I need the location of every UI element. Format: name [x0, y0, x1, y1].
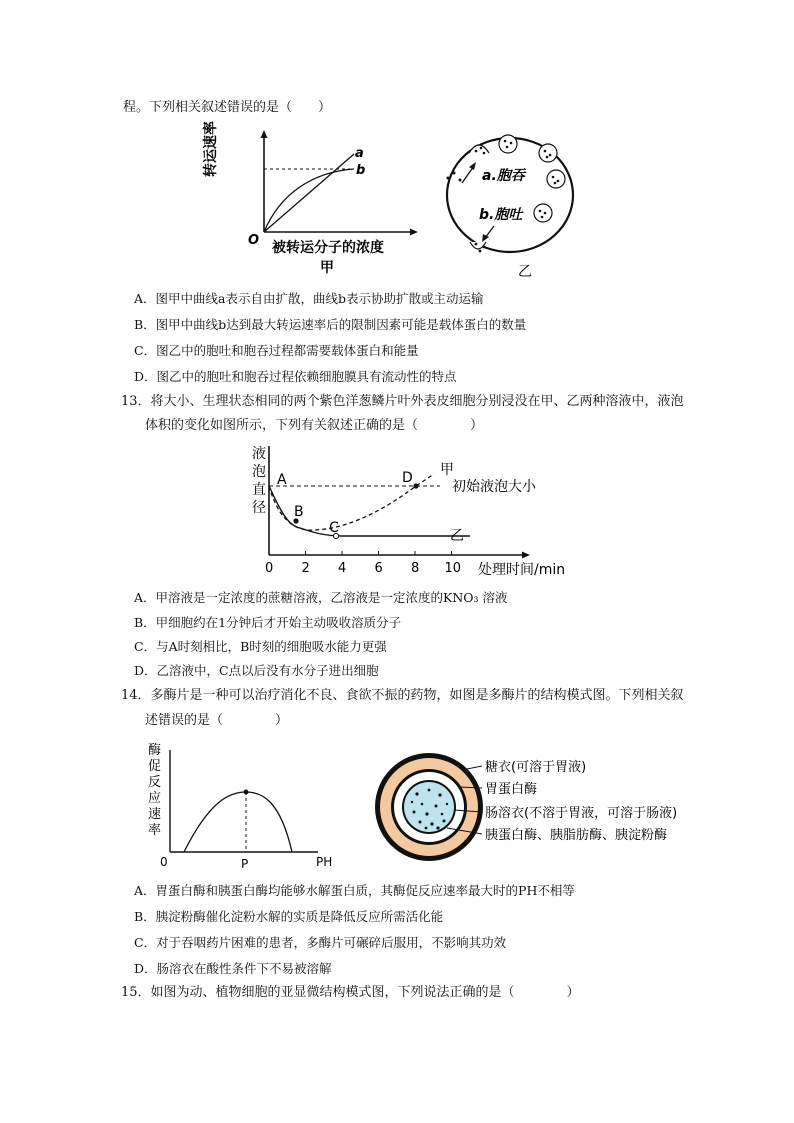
x-axis-label: 处理时间/min	[478, 562, 566, 578]
peak-label: P	[241, 857, 249, 871]
point-label-b: B	[294, 504, 304, 520]
curve-a	[264, 154, 354, 232]
label-pepsin: 胃蛋白酶	[485, 782, 538, 797]
label-sugar-coat: 糖衣(可溶于胃液)	[485, 760, 587, 775]
q13-option-b: B．甲细胞约在1分钟后才开始主动吸收溶质分子	[134, 615, 402, 630]
y-label-char: 泡	[252, 464, 266, 480]
q12-figure-yi	[436, 130, 586, 280]
q15-stem: 15．如图为动、植物细胞的亚显微结构模式图，下列说法正确的是（ ）	[121, 985, 580, 1000]
origin-label: O	[248, 233, 260, 248]
series-label-jia: 甲	[440, 462, 454, 478]
curve-b-label: b	[356, 163, 366, 178]
y-axis-arrow	[261, 130, 268, 138]
q12-option-a: A．图甲中曲线a表示自由扩散，曲线b表示协助扩散或主动运输	[134, 291, 484, 306]
y-label-char: 液	[252, 446, 266, 462]
y-label-char: 反	[148, 775, 162, 790]
series-label-yi: 乙	[450, 528, 464, 544]
q13-stem-line2: 体积的变化如图所示，下列有关叙述正确的是（ ）	[145, 418, 484, 433]
y-label-char: 直	[252, 482, 266, 498]
point-label-c: C	[329, 520, 339, 536]
point-label-d: D	[402, 470, 413, 486]
q14-tablet-diagram	[372, 750, 732, 880]
point-label-a: A	[277, 472, 287, 488]
label-enteric-coat: 肠溶衣(不溶于胃液，可溶于肠液)	[485, 806, 678, 821]
x-axis-arrow	[410, 229, 418, 236]
q14-option-c: C．对于吞咽药片困难的患者，多酶片可碾碎后服用，不影响其功效	[134, 935, 507, 950]
q13-option-d: D．乙溶液中，C点以后没有水分子进出细胞	[134, 663, 379, 678]
y-label-char: 率	[148, 823, 162, 838]
q14-option-a: A．胃蛋白酶和胰蛋白酶均能够水解蛋白质，其酶促反应速率最大时的PH不相等	[134, 883, 575, 898]
x-axis-label: 被转运分子的浓度	[272, 240, 384, 256]
x-tick-label: 4	[338, 561, 347, 576]
x-axis-label: PH	[316, 855, 333, 869]
q13-option-c: C．与A时刻相比，B时刻的细胞吸水能力更强	[134, 639, 387, 654]
rate-curve	[184, 792, 292, 852]
x-tick-label: 0	[265, 561, 274, 576]
q12-option-d: D．图乙中的胞吐和胞吞过程依赖细胞膜具有流动性的特点	[134, 369, 457, 384]
q14-stem-line1: 14．多酶片是一种可以治疗消化不良、食欲不振的药物，如图是多酶片的结构模式图。下列相关叙	[121, 688, 684, 703]
q12-option-b: B．图甲中曲线b达到最大转运速率后的限制因素可能是载体蛋白的数量	[134, 317, 527, 332]
y-label-char: 酶	[148, 743, 162, 758]
origin-label: 0	[160, 855, 168, 869]
q12-option-c: C．图乙中的胞吐和胞吞过程都需要载体蛋白和能量	[134, 343, 419, 358]
y-label-char: 应	[148, 791, 162, 806]
curve-b	[264, 169, 354, 232]
curve-a-label: a	[355, 146, 364, 161]
reference-label: 初始液泡大小	[452, 479, 536, 495]
label-endocytosis: a.胞吞	[482, 168, 525, 184]
y-label-char: 径	[252, 500, 266, 516]
figure-caption-yi: 乙	[518, 264, 532, 280]
q13-stem-line1: 13．将大小、生理状态相同的两个紫色洋葱鳞片叶外表皮细胞分别浸没在甲、乙两种溶液中，液泡	[121, 394, 684, 409]
y-axis-label: 转运速率	[203, 121, 219, 177]
q12-figure-jia	[203, 121, 422, 278]
x-tick-label: 2	[301, 561, 310, 576]
figure-caption-jia: 甲	[320, 260, 334, 276]
x-tick-label: 6	[374, 561, 383, 576]
q13-chart	[244, 440, 574, 580]
x-axis-arrow	[522, 552, 530, 559]
q14-option-d: D．肠溶衣在酸性条件下不易被溶解	[134, 961, 332, 976]
q14-stem-line2: 述错误的是（ ）	[145, 713, 289, 728]
x-tick-label: 8	[411, 561, 420, 576]
y-label-char: 速	[148, 807, 162, 822]
x-tick-labels	[265, 561, 461, 576]
point-d	[413, 483, 418, 488]
q14-rate-chart	[140, 740, 340, 870]
label-exocytosis: b.胞吐	[479, 207, 523, 223]
q14-option-b: B．胰淀粉酶催化淀粉水解的实质是降低反应所需活化能	[134, 909, 444, 924]
x-tick-label: 10	[444, 561, 462, 576]
label-pancreatic-enzymes: 胰蛋白酶、胰脂肪酶、胰淀粉酶	[485, 828, 668, 843]
q12-stem-tail: 程。下列相关叙述错误的是（ ）	[123, 100, 332, 115]
q13-option-a: A．甲溶液是一定浓度的蔗糖溶液，乙溶液是一定浓度的KNO₃ 溶液	[134, 590, 508, 605]
y-label-char: 促	[148, 759, 162, 774]
